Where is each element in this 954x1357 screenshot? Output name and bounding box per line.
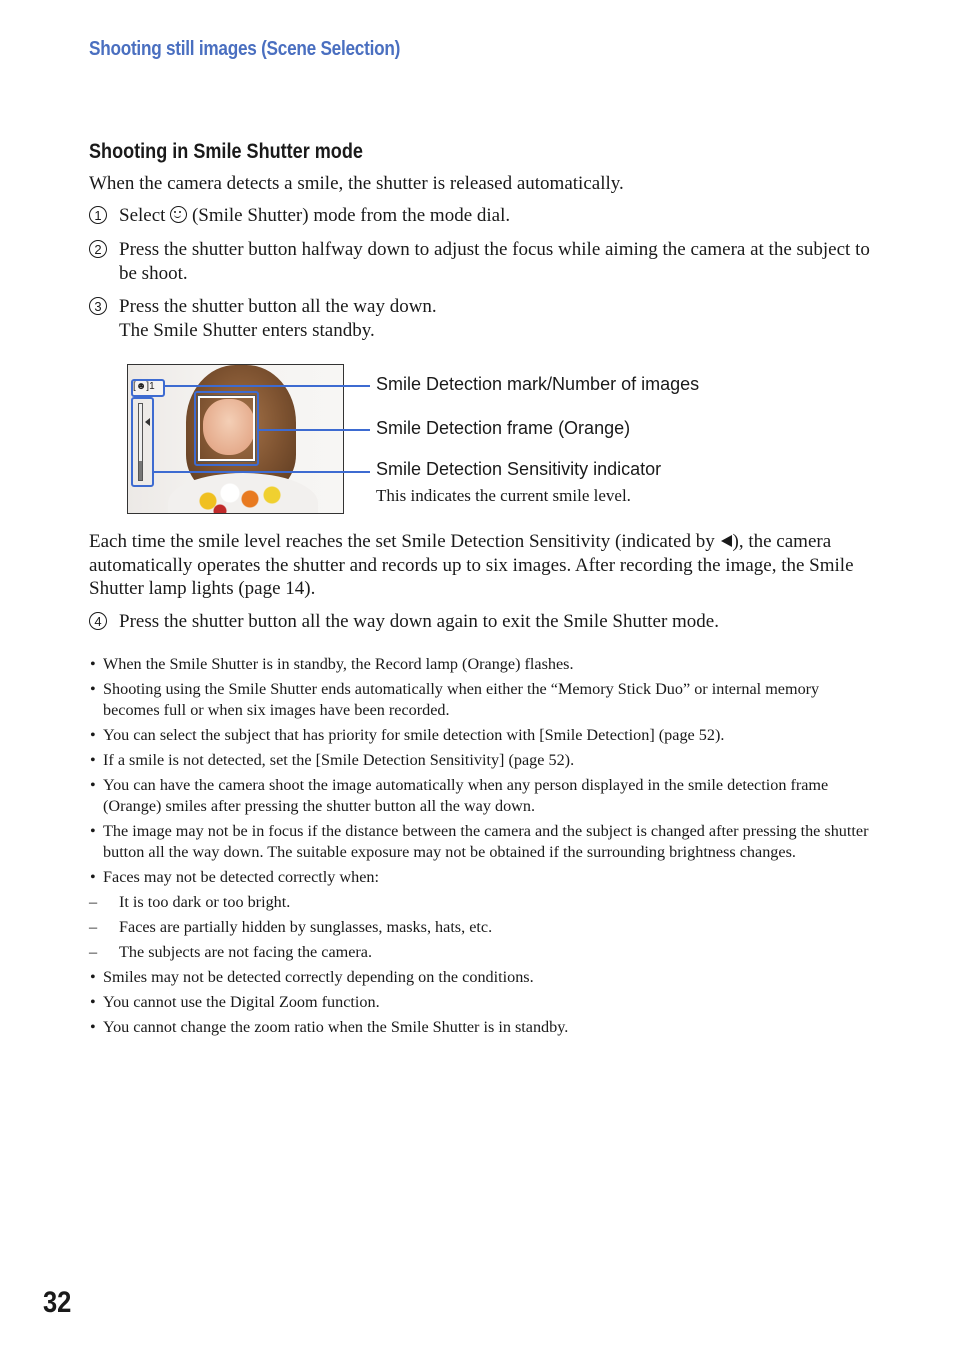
note-item: • Shooting using the Smile Shutter ends automatically when either the “Memory Stick Duo” or internal memory becomes full or when six images have been recorded. [89,679,879,721]
smile-detection-mark: [☻]1 [133,381,155,392]
section-title: Shooting in Smile Shutter mode [89,140,363,163]
sub-note-item: – Faces are partially hidden by sunglasses, masks, hats, etc. [89,917,879,938]
note-item: • The image may not be in focus if the distance between the camera and the subject is changed after pressing the shutter button all the way down. The suitable exposure may not be obtained if the surrounding brightness changes. [89,821,879,863]
step-number: 3 [89,297,107,315]
sub-note-item: – The subjects are not facing the camera. [89,942,879,963]
running-head: Shooting still images (Scene Selection) [89,38,401,60]
callout-sensitivity-note: This indicates the current smile level. [376,486,631,505]
step-text: Select [119,205,171,226]
step-subtext: The Smile Shutter enters standby. [119,319,375,341]
step-number: 2 [89,240,107,258]
page-number: 32 [43,1286,72,1319]
note-item: • You cannot use the Digital Zoom function. [89,992,879,1013]
sensitivity-marker-icon [145,418,150,426]
left-arrow-icon [721,535,732,547]
step-1 [89,204,879,228]
step-3 [89,295,879,343]
callout-line-sensitivity [153,471,370,473]
callout-sensitivity-label: Smile Detection Sensitivity indicator [376,459,662,479]
sub-note-item: – It is too dark or too bright. [89,892,879,913]
smile-shutter-icon [170,206,187,223]
callout-line-frame [258,429,370,431]
note-item: • You can have the camera shoot the image automatically when any person displayed in the smile detection frame (Orange) smiles after pressing the shutter button all the way down. [89,775,879,817]
step-2 [89,238,879,286]
callout-mark-label: Smile Detection mark/Number of images [376,374,700,394]
step-text: Press the shutter button halfway down to adjust the focus while aiming the camera at the subject to be shoot. [119,239,870,284]
smile-detection-frame [198,396,255,461]
intro-paragraph: When the camera detects a smile, the shutter is released automatically. [89,173,624,194]
note-item: • You can select the subject that has priority for smile detection with [Smile Detection] (page 52). [89,725,879,746]
note-item: • When the Smile Shutter is in standby, the Record lamp (Orange) flashes. [89,654,879,675]
note-item: • Smiles may not be detected correctly depending on the conditions. [89,967,879,988]
sensitivity-indicator-fill [139,461,142,480]
callout-line-mark [164,385,370,387]
step-number: 1 [89,206,107,224]
step-4 [89,610,879,634]
step-text: (Smile Shutter) mode from the mode dial. [187,205,511,226]
photo-flowers [190,477,290,514]
step-number: 4 [89,612,107,630]
note-item: • If a smile is not detected, set the [Smile Detection Sensitivity] (page 52). [89,750,879,771]
note-item: • You cannot change the zoom ratio when the Smile Shutter is in standby. [89,1017,879,1038]
step-text: Press the shutter button all the way down again to exit the Smile Shutter mode. [119,611,719,632]
note-item: • Faces may not be detected correctly when: [89,867,879,888]
callout-frame-label: Smile Detection frame (Orange) [376,418,631,438]
sensitivity-paragraph: Each time the smile level reaches the set Smile Detection Sensitivity (indicated by ), the camera automatically operates the shutter and records up to six images. After recording the image, the Smile Shutter lamp lights (page 14). [89,531,854,599]
notes-list [89,654,879,1042]
step-text: Press the shutter button all the way down. [119,296,437,317]
